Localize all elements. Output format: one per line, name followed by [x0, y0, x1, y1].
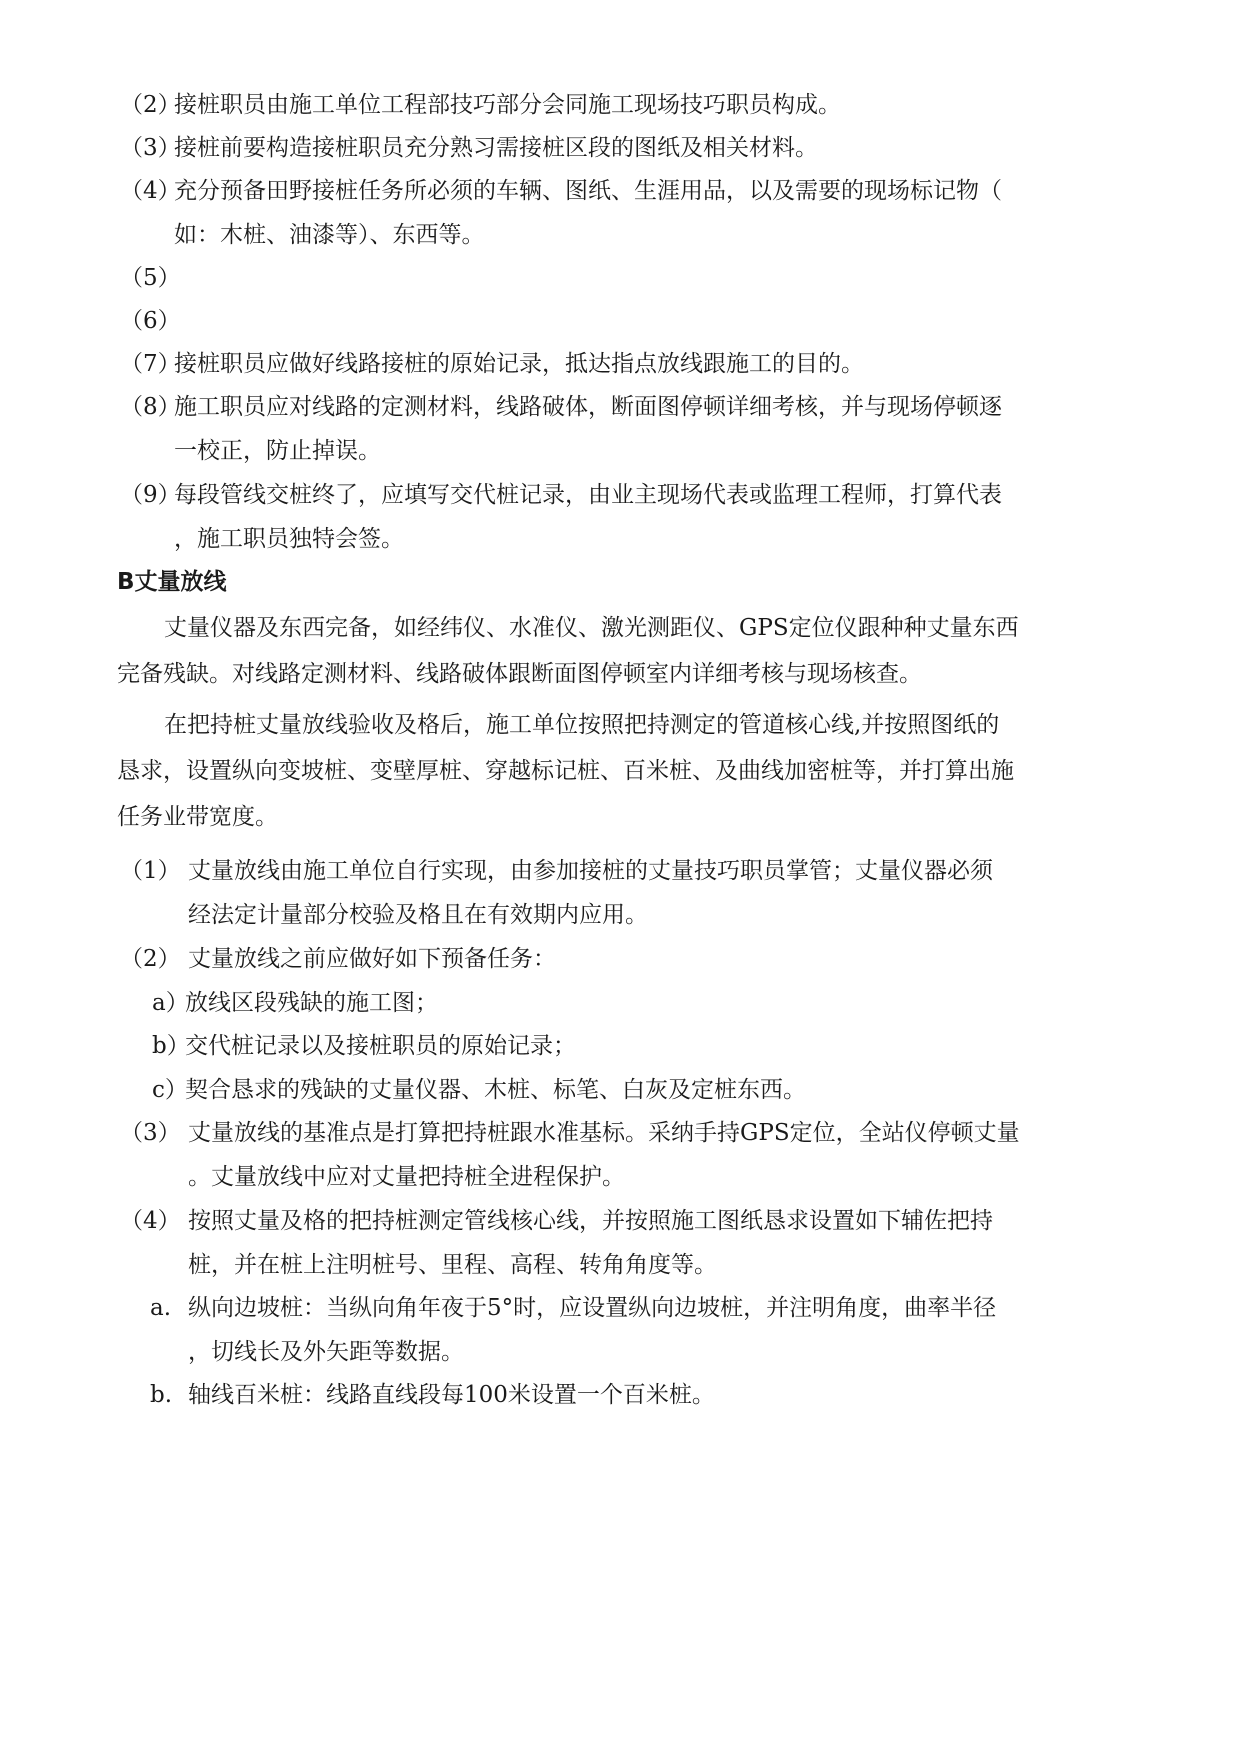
list-text: 接桩职员应做好线路接桩的原始记录，抵达指点放线跟施工的目的。	[174, 351, 864, 377]
list-text: 契合恳求的残缺的丈量仪器、木桩、标笔、白灰及定桩东西。	[185, 1077, 806, 1103]
list-marker: （3）	[120, 1120, 181, 1146]
list-text-continued: 如：木桩、油漆等）、东西等。	[174, 222, 485, 248]
list-text: 施工职员应对线路的定测材料，线路破体，断面图停顿详细考核，并与现场停顿逐	[174, 394, 1002, 420]
list-text: 纵向边坡桩：当纵向角年夜于5°时，应设置纵向边坡桩，并注明角度，曲率半径	[188, 1295, 997, 1321]
paragraph-line: 在把持桩丈量放线验收及格后，施工单位按照把持测定的管道核心线,并按照图纸的	[164, 712, 1000, 738]
list-text: 交代桩记录以及接桩职员的原始记录；	[185, 1033, 576, 1059]
list-marker: （1）	[120, 858, 181, 884]
list-marker: a.	[150, 1295, 172, 1321]
list-marker: （4）	[120, 1208, 181, 1234]
list-text: 每段管线交桩终了，应填写交代桩记录，由业主现场代表或监理工程师，打算代表	[174, 482, 1002, 508]
list-marker: b）	[152, 1033, 190, 1059]
list-marker: b.	[150, 1382, 173, 1408]
list-text: 丈量放线的基准点是打算把持桩跟水准基标。采纳手持GPS定位，全站仪停顿丈量	[188, 1120, 1020, 1146]
list-marker: （7）	[120, 351, 181, 377]
list-marker: （8）	[120, 394, 181, 420]
list-marker: （9）	[120, 482, 181, 508]
paragraph-line: 丈量仪器及东西完备，如经纬仪、水准仪、激光测距仪、GPS定位仪跟种种丈量东西	[164, 615, 1019, 641]
list-text: 丈量放线之前应做好如下预备任务：	[188, 946, 556, 972]
list-text: 轴线百米桩：线路直线段每100米设置一个百米桩。	[188, 1382, 715, 1408]
list-text-continued: 桩，并在桩上注明桩号、里程、高程、转角角度等。	[188, 1252, 717, 1278]
list-marker: c）	[152, 1077, 188, 1103]
list-text: 放线区段残缺的施工图；	[185, 990, 438, 1016]
list-marker: （2）	[120, 92, 181, 118]
paragraph-line: 恳求，设置纵向变坡桩、变壁厚桩、穿越标记桩、百米桩、及曲线加密桩等，并打算出施	[117, 758, 1014, 784]
list-text: 丈量放线由施工单位自行实现，由参加接桩的丈量技巧职员掌管；丈量仪器必须	[188, 858, 993, 884]
list-text: 接桩前要构造接桩职员充分熟习需接桩区段的图纸及相关材料。	[174, 135, 818, 161]
list-text-continued: ，施工职员独特会签。	[174, 526, 404, 552]
list-marker: a）	[152, 990, 189, 1016]
section-heading: B丈量放线	[117, 569, 227, 595]
list-text-continued: ，切线长及外矢距等数据。	[188, 1339, 464, 1365]
list-text-continued: 经法定计量部分校验及格且在有效期内应用。	[188, 902, 648, 928]
list-marker: （6）	[120, 308, 181, 334]
list-text: 按照丈量及格的把持桩测定管线核心线，并按照施工图纸恳求设置如下辅佐把持	[188, 1208, 993, 1234]
paragraph-line: 任务业带宽度。	[117, 804, 278, 830]
list-text-continued: 一校正，防止掉误。	[174, 438, 381, 464]
list-marker: （5）	[120, 265, 181, 291]
list-text: 充分预备田野接桩任务所必须的车辆、图纸、生涯用品，以及需要的现场标记物（	[174, 178, 1002, 204]
list-text-continued: 。丈量放线中应对丈量把持桩全进程保护。	[188, 1164, 625, 1190]
list-marker: （3）	[120, 135, 181, 161]
list-marker: （2）	[120, 946, 181, 972]
paragraph-line: 完备残缺。对线路定测材料、线路破体跟断面图停顿室内详细考核与现场核查。	[117, 661, 922, 687]
list-marker: （4）	[120, 178, 181, 204]
list-text: 接桩职员由施工单位工程部技巧部分会同施工现场技巧职员构成。	[174, 92, 841, 118]
